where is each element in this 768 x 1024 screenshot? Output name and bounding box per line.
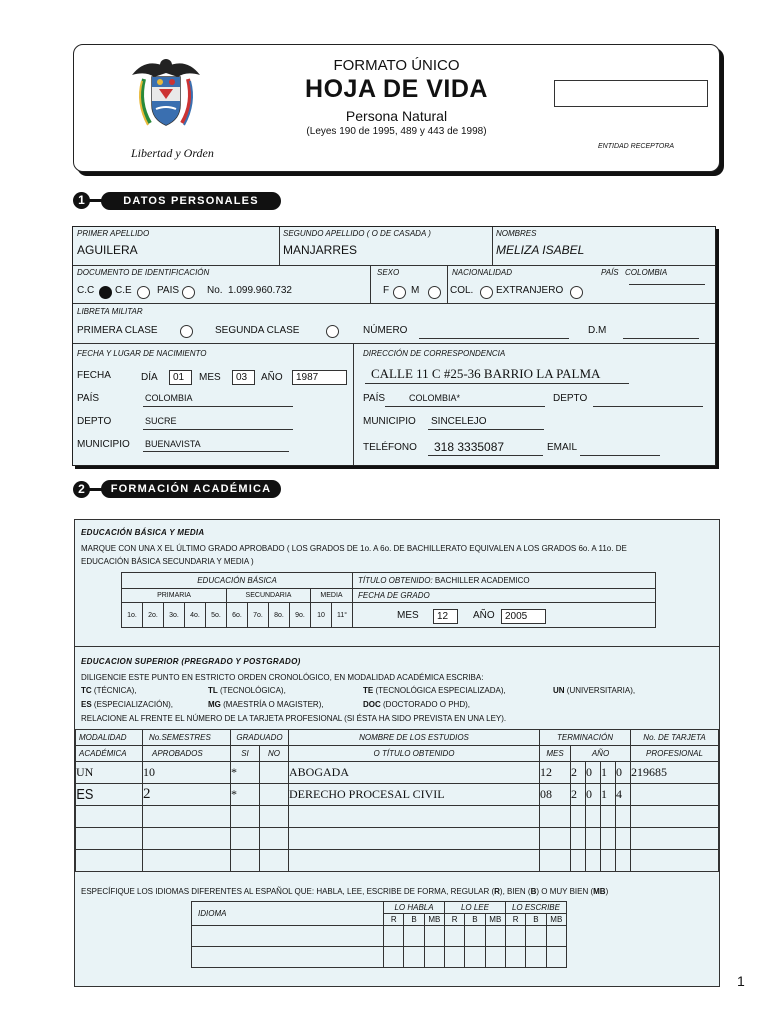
id-option-pais-radio[interactable]: [182, 286, 195, 299]
addr-country-label: PAÍS: [363, 393, 386, 404]
birth-muni-field[interactable]: BUENAVISTA: [145, 439, 201, 449]
empty-cell[interactable]: [540, 850, 571, 872]
row-card[interactable]: [631, 784, 719, 806]
military-number-label: NÚMERO: [363, 325, 408, 336]
id-option-cc-radio[interactable]: [99, 286, 112, 299]
empty-cell[interactable]: [571, 828, 586, 850]
level-cell[interactable]: [424, 947, 444, 968]
empty-cell[interactable]: [571, 806, 586, 828]
code-un: UN: [553, 686, 565, 695]
birth-depto-label: DEPTO: [77, 416, 112, 427]
grade-cell[interactable]: 7o.: [248, 603, 269, 628]
table-row: [76, 850, 719, 872]
empty-cell[interactable]: [571, 850, 586, 872]
first-class-label: PRIMERA CLASE: [77, 325, 158, 336]
row-study-name[interactable]: ABOGADA: [289, 762, 540, 784]
code-tl-text: (TECNOLÓGICA),: [220, 686, 286, 695]
grad-year-label: AÑO: [473, 610, 495, 621]
code-un-text: (UNIVERSITARIA),: [566, 686, 636, 695]
sex-f-radio[interactable]: [393, 286, 406, 299]
row-month[interactable]: 12: [540, 762, 571, 784]
col-no: NO: [260, 746, 289, 762]
level-cell[interactable]: [445, 926, 465, 947]
first-class-radio[interactable]: [180, 325, 193, 338]
level-cell[interactable]: [546, 947, 566, 968]
id-option-cc-label: C.C: [77, 285, 95, 296]
row-year-digit[interactable]: 0: [616, 762, 631, 784]
secundaria-header: SECUNDARIA: [227, 589, 311, 603]
grad-date-cell: [353, 603, 656, 628]
first-surname-field[interactable]: AGUILERA: [77, 243, 138, 257]
col-language: IDIOMA: [192, 902, 384, 926]
row-year-digit[interactable]: 1: [601, 762, 616, 784]
row-si[interactable]: *: [231, 784, 260, 806]
page-title: HOJA DE VIDA: [305, 75, 488, 103]
empty-cell[interactable]: [289, 828, 540, 850]
languages-intro-3: ) O MUY BIEN (: [536, 887, 594, 896]
code-mg-text: (MAESTRÍA O MAGISTER),: [223, 700, 324, 709]
grade-cell[interactable]: 9o.: [290, 603, 311, 628]
title-obtained-cell: [353, 573, 656, 589]
row-year-digit[interactable]: 2: [571, 762, 586, 784]
row-year-digit[interactable]: 0: [586, 784, 601, 806]
level-cell[interactable]: [404, 926, 424, 947]
month-label: MES: [199, 372, 221, 383]
form-header: [73, 44, 720, 172]
empty-cell[interactable]: [601, 828, 616, 850]
row-year-digit[interactable]: 0: [586, 762, 601, 784]
row-no[interactable]: [260, 784, 289, 806]
receiving-entity-label: ENTIDAD RECEPTORA: [598, 143, 675, 150]
title-obtained-field[interactable]: BACHILLER ACADEMICO: [434, 576, 530, 585]
military-book-label: LIBRETA MILITAR: [77, 307, 143, 316]
media-header: MEDIA: [311, 589, 353, 603]
level-cell[interactable]: [505, 947, 525, 968]
grade-cell[interactable]: 8o.: [269, 603, 290, 628]
grad-month-label: MES: [397, 610, 419, 621]
country-label: PAÍS: [601, 268, 619, 277]
sex-m-label: M: [411, 285, 420, 296]
level-header: MB: [546, 914, 566, 926]
form-kicker: FORMATO ÚNICO: [333, 57, 460, 74]
year-label: AÑO: [261, 372, 283, 383]
grad-month-field[interactable]: 12: [433, 609, 458, 624]
empty-cell[interactable]: [601, 806, 616, 828]
birth-country-field[interactable]: COLOMBIA: [145, 393, 193, 403]
nationality-col-label: COL.: [450, 285, 474, 296]
address-label: DIRECCIÓN DE CORRESPONDENCIA: [363, 349, 506, 358]
empty-cell[interactable]: [616, 806, 631, 828]
level-cell[interactable]: [526, 947, 546, 968]
empty-cell[interactable]: [231, 850, 260, 872]
section-title-personal: DATOS PERSONALES: [101, 192, 281, 210]
addr-muni-field[interactable]: SINCELEJO: [431, 416, 487, 427]
languages-intro-4: ): [605, 887, 609, 896]
row-study-name[interactable]: DERECHO PROCESAL CIVIL: [289, 784, 540, 806]
sex-f-label: F: [383, 285, 390, 296]
code-te: TE: [363, 686, 374, 695]
empty-cell[interactable]: [76, 828, 143, 850]
code-tl: TL: [208, 686, 218, 695]
higher-ed-heading: EDUCACION SUPERIOR (PREGRADO Y POSTGRADO): [81, 657, 301, 666]
level-cell[interactable]: [465, 947, 485, 968]
personal-data-box: [72, 226, 716, 466]
col-study-name: NOMBRE DE LOS ESTUDIOS: [289, 730, 540, 746]
level-header: R: [445, 914, 465, 926]
level-b: B: [530, 887, 537, 896]
email-label: EMAIL: [547, 442, 578, 453]
motto: Libertad y Orden: [131, 146, 214, 160]
nationality-col-radio[interactable]: [480, 286, 493, 299]
basic-ed-instructions-1: MARQUE CON UNA X EL ÚLTIMO GRADO APROBADO ( LOS GRADOS DE 1o. A 6o. DE BACHILLERATO EQUIVALEN A LOS GRADOS 6o. A 11o. DE: [81, 544, 627, 553]
form-subtitle: Persona Natural: [345, 108, 448, 124]
empty-cell[interactable]: [76, 806, 143, 828]
col-semesters-2: APROBADOS: [143, 746, 231, 762]
names-label: NOMBRES: [496, 229, 537, 238]
language-name-cell[interactable]: [192, 926, 384, 947]
level-cell[interactable]: [404, 947, 424, 968]
row-year-digit[interactable]: 1: [601, 784, 616, 806]
empty-cell[interactable]: [289, 806, 540, 828]
grad-date-label: FECHA DE GRADO: [353, 589, 656, 603]
second-class-label: SEGUNDA CLASE: [215, 325, 300, 336]
grad-year-field[interactable]: 2005: [501, 609, 546, 624]
empty-cell[interactable]: [540, 828, 571, 850]
empty-cell[interactable]: [289, 850, 540, 872]
level-header: MB: [485, 914, 505, 926]
col-reads: LO LEE: [445, 902, 506, 914]
level-cell[interactable]: [384, 926, 404, 947]
col-month: MES: [540, 746, 571, 762]
languages-intro: [81, 887, 608, 896]
education-box: [74, 519, 720, 987]
row-card[interactable]: 219685: [631, 762, 719, 784]
empty-cell[interactable]: [586, 850, 601, 872]
table-row: [76, 806, 719, 828]
basic-ed-instructions-2: EDUCACIÓN BÁSICA SECUNDARIA Y MEDIA ): [81, 557, 254, 566]
basic-ed-heading: EDUCACIÓN BÁSICA Y MEDIA: [81, 528, 205, 537]
addr-country-field[interactable]: COLOMBIA*: [409, 393, 461, 403]
level-r: R: [494, 887, 500, 896]
basic-ed-table-title: EDUCACIÓN BÁSICA: [122, 573, 353, 589]
level-cell[interactable]: [384, 947, 404, 968]
empty-cell[interactable]: [586, 806, 601, 828]
grade-cell[interactable]: 2o.: [143, 603, 164, 628]
level-cell[interactable]: [485, 926, 505, 947]
nationality-label: NACIONALIDAD: [452, 268, 513, 277]
empty-cell[interactable]: [616, 828, 631, 850]
empty-cell[interactable]: [143, 828, 231, 850]
code-es: ES: [81, 700, 92, 709]
languages-intro-1: ESPECÍFIQUE LOS IDIOMAS DIFERENTES AL ESPAÑOL QUE: HABLA, LEE, ESCRIBE DE FORMA, REGULAR (: [81, 887, 495, 896]
row-no[interactable]: [260, 762, 289, 784]
names-field[interactable]: MELIZA ISABEL: [496, 243, 585, 257]
basic-ed-table: [121, 572, 656, 628]
laws-note: (Leyes 190 de 1995, 489 y 443 de 1998): [306, 126, 487, 137]
level-header: R: [505, 914, 525, 926]
level-header: B: [465, 914, 485, 926]
id-number-label: No.: [207, 285, 223, 296]
col-completion: TERMINACIÓN: [540, 730, 631, 746]
level-cell[interactable]: [505, 926, 525, 947]
grade-cell[interactable]: 1o.: [122, 603, 143, 628]
country-field[interactable]: COLOMBIA: [625, 268, 668, 277]
date-label: FECHA: [77, 370, 111, 381]
col-si: SI: [231, 746, 260, 762]
birth-month-field[interactable]: 03: [232, 370, 255, 385]
receiving-entity-box[interactable]: [554, 80, 708, 107]
empty-cell[interactable]: [231, 806, 260, 828]
empty-cell[interactable]: [631, 828, 719, 850]
address-field[interactable]: CALLE 11 C #25-36 BARRIO LA PALMA: [371, 366, 601, 381]
sex-m-radio[interactable]: [428, 286, 441, 299]
languages-table: [191, 901, 567, 968]
table-row: [76, 784, 719, 806]
second-surname-label: SEGUNDO APELLIDO ( O DE CASADA ): [283, 229, 431, 238]
level-cell[interactable]: [526, 926, 546, 947]
grade-cell[interactable]: 4o.: [185, 603, 206, 628]
row-year-digit[interactable]: 4: [616, 784, 631, 806]
level-mb: MB: [593, 887, 606, 896]
row-semesters[interactable]: 10: [143, 762, 231, 784]
first-surname-label: PRIMER APELLIDO: [77, 229, 150, 238]
row-modality[interactable]: UN: [76, 762, 143, 784]
empty-cell[interactable]: [260, 828, 289, 850]
sex-label: SEXO: [377, 268, 400, 277]
language-name-cell[interactable]: [192, 947, 384, 968]
section-title-education: FORMACIÓN ACADÉMICA: [101, 480, 281, 498]
table-row: [76, 762, 719, 784]
phone-field[interactable]: 318 3335087: [434, 440, 505, 454]
col-card-2: PROFESIONAL: [631, 746, 719, 762]
nationality-foreign-radio[interactable]: [570, 286, 583, 299]
code-tc: TC: [81, 686, 92, 695]
nationality-foreign-label: EXTRANJERO: [496, 285, 564, 296]
col-semesters: No.SEMESTRES: [143, 730, 231, 746]
empty-cell[interactable]: [601, 850, 616, 872]
code-mg: MG: [208, 700, 221, 709]
id-option-pais-label: PAIS: [157, 285, 180, 296]
addr-depto-label: DEPTO: [553, 393, 588, 404]
empty-cell[interactable]: [631, 806, 719, 828]
empty-cell[interactable]: [143, 850, 231, 872]
empty-cell[interactable]: [631, 850, 719, 872]
phone-label: TELÉFONO: [363, 442, 417, 453]
empty-cell[interactable]: [260, 850, 289, 872]
empty-cell[interactable]: [260, 806, 289, 828]
grade-cell[interactable]: 6o.: [227, 603, 248, 628]
grade-cell[interactable]: 5o.: [206, 603, 227, 628]
birth-day-field[interactable]: 01: [169, 370, 192, 385]
empty-cell[interactable]: [143, 806, 231, 828]
col-graduated: GRADUADO: [231, 730, 289, 746]
row-month[interactable]: 08: [540, 784, 571, 806]
page-number: 1: [737, 973, 745, 989]
code-es-text: (ESPECIALIZACIÓN),: [93, 700, 174, 709]
row-semesters[interactable]: 2: [143, 784, 231, 806]
code-te-text: (TECNOLÓGICA ESPECIALIZADA),: [375, 686, 506, 695]
table-row: [192, 947, 567, 968]
table-row: [76, 828, 719, 850]
id-number-field[interactable]: 1.099.960.732: [228, 285, 292, 296]
empty-cell[interactable]: [231, 828, 260, 850]
col-modality-2: ACADÉMICA: [76, 746, 143, 762]
col-year: AÑO: [571, 746, 631, 762]
level-cell[interactable]: [546, 926, 566, 947]
row-si[interactable]: *: [231, 762, 260, 784]
section-number-1: 1: [73, 192, 90, 209]
level-cell[interactable]: [485, 947, 505, 968]
languages-intro-2: ), BIEN (: [499, 887, 531, 896]
level-cell[interactable]: [445, 947, 465, 968]
level-cell[interactable]: [424, 926, 444, 947]
day-label: DÍA: [141, 372, 158, 383]
higher-ed-table: [75, 729, 719, 872]
grades-row: [122, 603, 656, 628]
id-option-ce-label: C.E: [115, 285, 132, 296]
empty-cell[interactable]: [540, 806, 571, 828]
birth-label: FECHA Y LUGAR DE NACIMIENTO: [77, 349, 207, 358]
level-cell[interactable]: [465, 926, 485, 947]
col-speaks: LO HABLA: [384, 902, 445, 914]
id-document-label: DOCUMENTO DE IDENTIFICACIÓN: [77, 268, 210, 277]
grade-cell[interactable]: 10: [311, 603, 332, 628]
col-card: No. DE TARJETA: [631, 730, 719, 746]
level-header: B: [526, 914, 546, 926]
empty-cell[interactable]: [586, 828, 601, 850]
table-row: [192, 926, 567, 947]
level-header: R: [384, 914, 404, 926]
id-option-ce-radio[interactable]: [137, 286, 150, 299]
code-doc-text: (DOCTORADO O PHD),: [383, 700, 470, 709]
col-modality: MODALIDAD: [76, 730, 143, 746]
birth-country-label: PAÍS: [77, 393, 100, 404]
title-obtained-label: TÍTULO OBTENIDO:: [358, 576, 433, 585]
empty-cell[interactable]: [76, 850, 143, 872]
birth-year-field[interactable]: 1987: [292, 370, 347, 385]
col-writes: LO ESCRIBE: [505, 902, 566, 914]
row-year-digit[interactable]: 2: [571, 784, 586, 806]
section-number-2: 2: [73, 481, 90, 498]
primaria-header: PRIMARIA: [122, 589, 227, 603]
second-class-radio[interactable]: [326, 325, 339, 338]
row-modality[interactable]: ES: [76, 784, 133, 806]
code-tc-text: (TÉCNICA),: [93, 686, 137, 695]
empty-cell[interactable]: [616, 850, 631, 872]
level-header: MB: [424, 914, 444, 926]
level-header: B: [404, 914, 424, 926]
code-doc: DOC: [363, 700, 381, 709]
birth-muni-label: MUNICIPIO: [77, 439, 130, 450]
grade-cell[interactable]: 3o.: [164, 603, 185, 628]
col-study-name-2: O TÍTULO OBTENIDO: [289, 746, 540, 762]
dm-label: D.M: [588, 325, 607, 336]
addr-muni-label: MUNICIPIO: [363, 416, 416, 427]
birth-depto-field[interactable]: SUCRE: [145, 416, 177, 426]
higher-ed-line-1: DILIGENCIE ESTE PUNTO EN ESTRICTO ORDEN CRONOLÓGICO, EN MODALIDAD ACADÉMICA ESCRIBA:: [81, 673, 484, 682]
second-surname-field[interactable]: MANJARRES: [283, 243, 358, 257]
higher-ed-line-3: RELACIONE AL FRENTE EL NÚMERO DE LA TARJETA PROFESIONAL (SI ÉSTA HA SIDO PREVISTA EN UNA LEY).: [81, 714, 507, 723]
grade-cell[interactable]: 11°: [332, 603, 353, 628]
